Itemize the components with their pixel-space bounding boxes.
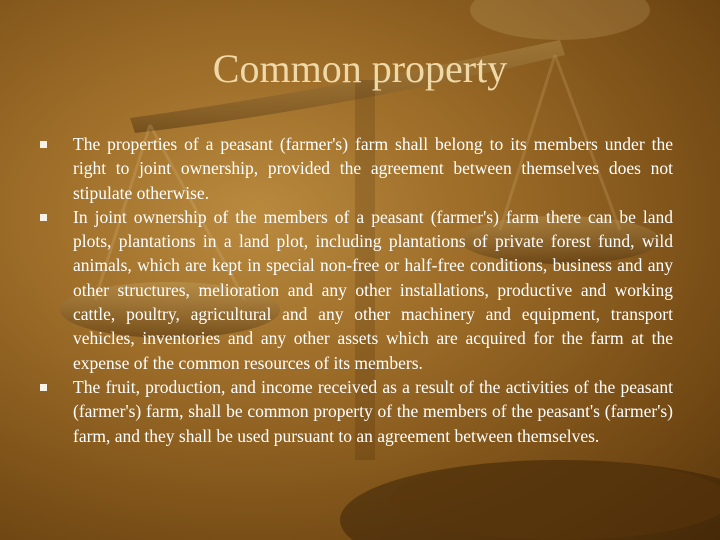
bullet-item — [40, 205, 673, 375]
square-bullet-icon — [40, 384, 47, 391]
square-bullet-icon — [40, 141, 47, 148]
bullet-text: The fruit, production, and income received as a result of the activities of the peasant (farmer's) farm, shall be common property of the members of the peasant's (farmer's) farm, and they shall be used pursuant to an agreement between themselves. — [73, 376, 673, 446]
bullet-text: In joint ownership of the members of a peasant (farmer's) farm there can be land plots, plantations in a land plot, including plantations of private forest fund, wild animals, which are kept in special non-free or half-free conditions, business and any other structures, melioration and any other installations, productive and working cattle, poultry, agricultural and any other machinery and equipment, transport vehicles, inventories and any other assets which are acquired for the farm at the expense of the common resources of its members. — [73, 206, 673, 373]
bullet-item — [40, 375, 673, 448]
square-bullet-icon — [40, 214, 47, 221]
bullet-item — [40, 132, 673, 205]
slide-title: Common property — [212, 46, 508, 91]
bullet-list — [40, 132, 673, 448]
bullet-text: The properties of a peasant (farmer's) farm shall belong to its members under the right to joint ownership, provided the agreement between themselves does not stipulate otherwise. — [73, 134, 673, 203]
